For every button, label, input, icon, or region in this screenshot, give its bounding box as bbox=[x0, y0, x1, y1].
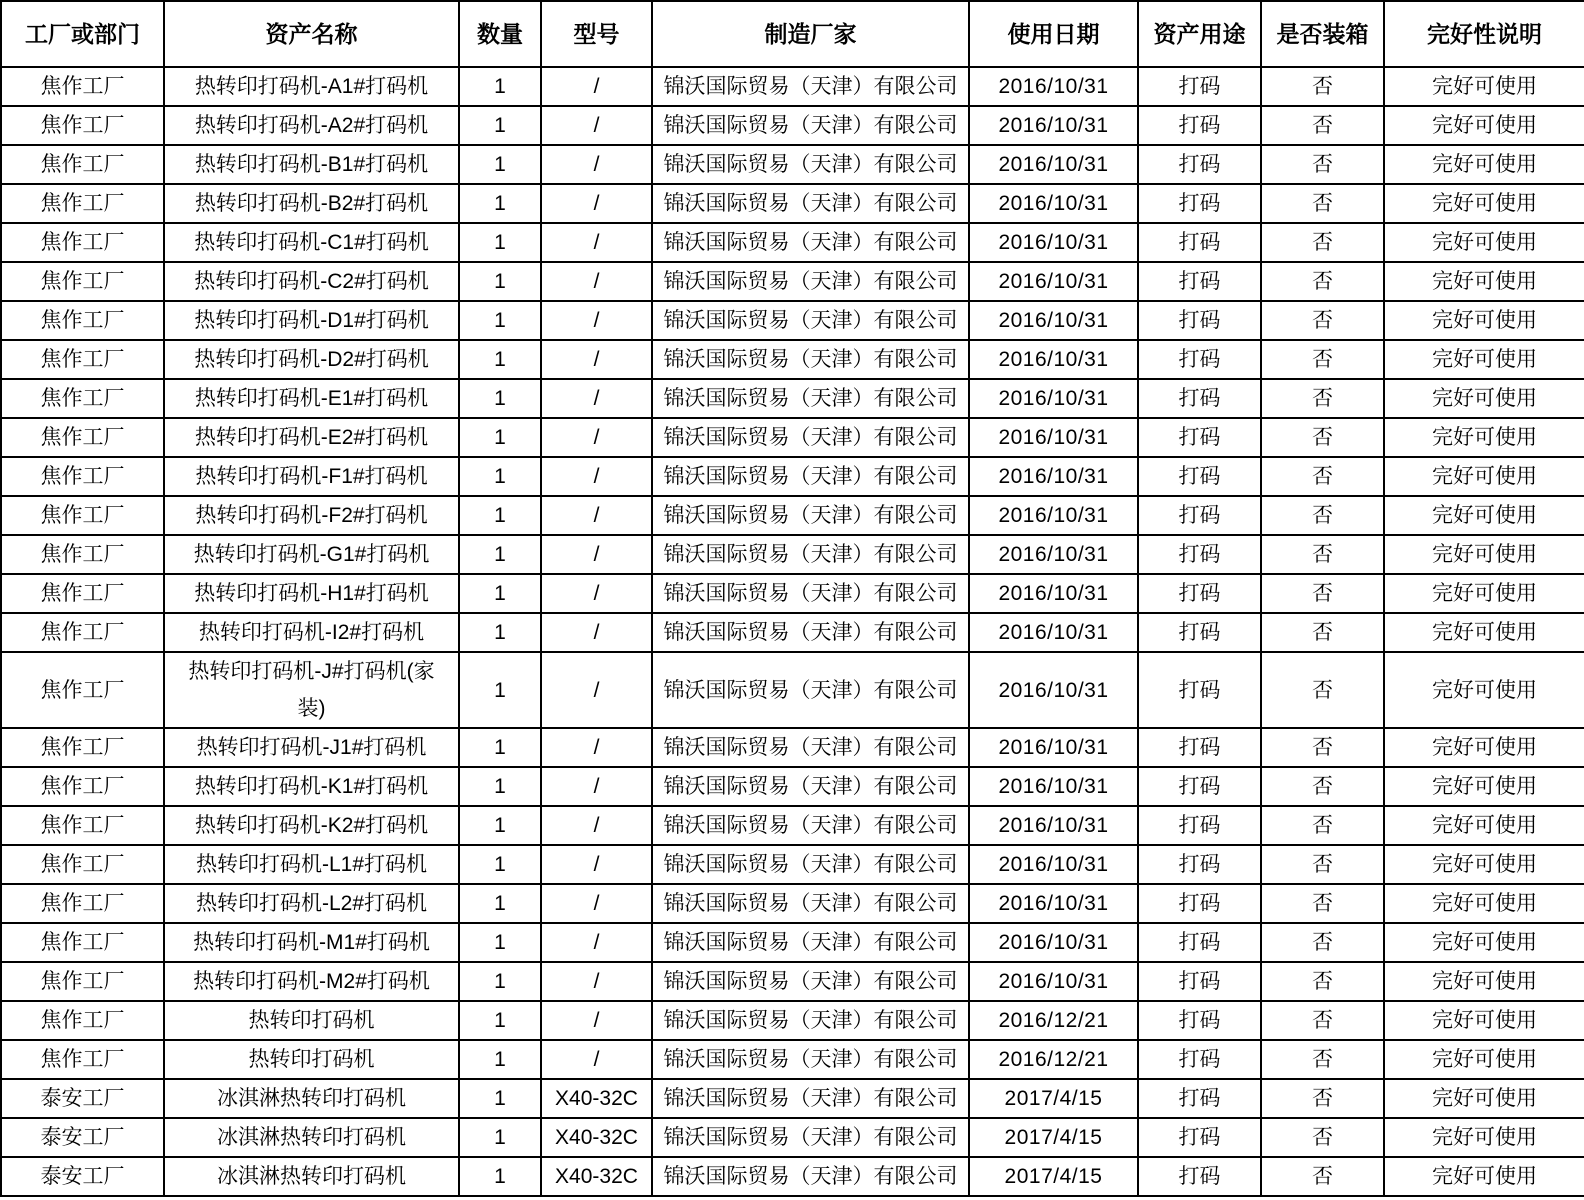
table-row bbox=[1, 884, 1584, 923]
cell-quantity: 1 bbox=[459, 145, 541, 184]
cell-manufacturer: 锦沃国际贸易（天津）有限公司 bbox=[652, 184, 969, 223]
cell-manufacturer: 锦沃国际贸易（天津）有限公司 bbox=[652, 1040, 969, 1079]
table-row bbox=[1, 418, 1584, 457]
cell-boxed: 否 bbox=[1261, 884, 1384, 923]
cell-model: / bbox=[541, 535, 652, 574]
cell-asset-name: 热转印打码机 bbox=[164, 1040, 459, 1079]
cell-boxed: 否 bbox=[1261, 1157, 1384, 1196]
cell-boxed: 否 bbox=[1261, 574, 1384, 613]
cell-manufacturer: 锦沃国际贸易（天津）有限公司 bbox=[652, 845, 969, 884]
cell-boxed: 否 bbox=[1261, 379, 1384, 418]
cell-purpose: 打码 bbox=[1138, 145, 1261, 184]
table-row bbox=[1, 301, 1584, 340]
cell-use-date: 2016/10/31 bbox=[969, 457, 1138, 496]
cell-purpose: 打码 bbox=[1138, 262, 1261, 301]
cell-manufacturer: 锦沃国际贸易（天津）有限公司 bbox=[652, 806, 969, 845]
cell-purpose: 打码 bbox=[1138, 1079, 1261, 1118]
cell-asset-name: 热转印打码机-E2#打码机 bbox=[164, 418, 459, 457]
cell-quantity: 1 bbox=[459, 535, 541, 574]
cell-boxed: 否 bbox=[1261, 535, 1384, 574]
cell-asset-name: 热转印打码机-L1#打码机 bbox=[164, 845, 459, 884]
cell-model: / bbox=[541, 223, 652, 262]
cell-condition: 完好可使用 bbox=[1384, 262, 1584, 301]
cell-factory: 焦作工厂 bbox=[1, 262, 164, 301]
cell-asset-name: 热转印打码机 bbox=[164, 1001, 459, 1040]
cell-model: / bbox=[541, 184, 652, 223]
cell-boxed: 否 bbox=[1261, 496, 1384, 535]
cell-manufacturer: 锦沃国际贸易（天津）有限公司 bbox=[652, 923, 969, 962]
cell-factory: 焦作工厂 bbox=[1, 574, 164, 613]
cell-quantity: 1 bbox=[459, 457, 541, 496]
cell-condition: 完好可使用 bbox=[1384, 923, 1584, 962]
table-row bbox=[1, 223, 1584, 262]
cell-manufacturer: 锦沃国际贸易（天津）有限公司 bbox=[652, 301, 969, 340]
cell-factory: 焦作工厂 bbox=[1, 728, 164, 767]
table-row bbox=[1, 535, 1584, 574]
cell-manufacturer: 锦沃国际贸易（天津）有限公司 bbox=[652, 457, 969, 496]
cell-manufacturer: 锦沃国际贸易（天津）有限公司 bbox=[652, 145, 969, 184]
cell-model: / bbox=[541, 767, 652, 806]
table-row bbox=[1, 613, 1584, 652]
cell-boxed: 否 bbox=[1261, 1001, 1384, 1040]
cell-use-date: 2016/10/31 bbox=[969, 613, 1138, 652]
cell-use-date: 2016/10/31 bbox=[969, 223, 1138, 262]
cell-factory: 泰安工厂 bbox=[1, 1118, 164, 1157]
cell-factory: 泰安工厂 bbox=[1, 1079, 164, 1118]
cell-asset-name: 热转印打码机-K1#打码机 bbox=[164, 767, 459, 806]
cell-purpose: 打码 bbox=[1138, 106, 1261, 145]
cell-use-date: 2016/10/31 bbox=[969, 962, 1138, 1001]
column-header-asset-name: 资产名称 bbox=[164, 1, 459, 67]
cell-manufacturer: 锦沃国际贸易（天津）有限公司 bbox=[652, 1118, 969, 1157]
cell-boxed: 否 bbox=[1261, 457, 1384, 496]
cell-condition: 完好可使用 bbox=[1384, 301, 1584, 340]
cell-model: / bbox=[541, 728, 652, 767]
cell-factory: 焦作工厂 bbox=[1, 223, 164, 262]
cell-use-date: 2016/10/31 bbox=[969, 535, 1138, 574]
cell-purpose: 打码 bbox=[1138, 845, 1261, 884]
cell-use-date: 2016/12/21 bbox=[969, 1001, 1138, 1040]
cell-boxed: 否 bbox=[1261, 262, 1384, 301]
cell-boxed: 否 bbox=[1261, 923, 1384, 962]
cell-quantity: 1 bbox=[459, 884, 541, 923]
cell-quantity: 1 bbox=[459, 1079, 541, 1118]
cell-condition: 完好可使用 bbox=[1384, 1001, 1584, 1040]
cell-manufacturer: 锦沃国际贸易（天津）有限公司 bbox=[652, 884, 969, 923]
cell-use-date: 2016/10/31 bbox=[969, 496, 1138, 535]
cell-use-date: 2016/10/31 bbox=[969, 884, 1138, 923]
cell-asset-name: 热转印打码机-G1#打码机 bbox=[164, 535, 459, 574]
cell-purpose: 打码 bbox=[1138, 457, 1261, 496]
column-header-factory: 工厂或部门 bbox=[1, 1, 164, 67]
cell-model: / bbox=[541, 652, 652, 728]
cell-manufacturer: 锦沃国际贸易（天津）有限公司 bbox=[652, 340, 969, 379]
cell-condition: 完好可使用 bbox=[1384, 340, 1584, 379]
cell-boxed: 否 bbox=[1261, 767, 1384, 806]
table-row bbox=[1, 845, 1584, 884]
cell-purpose: 打码 bbox=[1138, 67, 1261, 106]
cell-manufacturer: 锦沃国际贸易（天津）有限公司 bbox=[652, 728, 969, 767]
cell-quantity: 1 bbox=[459, 806, 541, 845]
cell-condition: 完好可使用 bbox=[1384, 613, 1584, 652]
cell-model: / bbox=[541, 806, 652, 845]
table-row bbox=[1, 496, 1584, 535]
cell-boxed: 否 bbox=[1261, 652, 1384, 728]
cell-model: / bbox=[541, 923, 652, 962]
cell-factory: 焦作工厂 bbox=[1, 613, 164, 652]
cell-model: / bbox=[541, 262, 652, 301]
table-row bbox=[1, 1079, 1584, 1118]
cell-quantity: 1 bbox=[459, 767, 541, 806]
cell-asset-name: 热转印打码机-D2#打码机 bbox=[164, 340, 459, 379]
cell-boxed: 否 bbox=[1261, 145, 1384, 184]
cell-condition: 完好可使用 bbox=[1384, 379, 1584, 418]
cell-asset-name: 热转印打码机-A1#打码机 bbox=[164, 67, 459, 106]
cell-asset-name: 热转印打码机-C1#打码机 bbox=[164, 223, 459, 262]
cell-asset-name: 冰淇淋热转印打码机 bbox=[164, 1079, 459, 1118]
cell-asset-name: 热转印打码机-F2#打码机 bbox=[164, 496, 459, 535]
cell-model: / bbox=[541, 457, 652, 496]
cell-manufacturer: 锦沃国际贸易（天津）有限公司 bbox=[652, 67, 969, 106]
cell-use-date: 2016/10/31 bbox=[969, 379, 1138, 418]
column-header-purpose: 资产用途 bbox=[1138, 1, 1261, 67]
cell-factory: 焦作工厂 bbox=[1, 457, 164, 496]
cell-condition: 完好可使用 bbox=[1384, 496, 1584, 535]
cell-purpose: 打码 bbox=[1138, 1157, 1261, 1196]
cell-manufacturer: 锦沃国际贸易（天津）有限公司 bbox=[652, 496, 969, 535]
cell-purpose: 打码 bbox=[1138, 535, 1261, 574]
cell-model: / bbox=[541, 613, 652, 652]
column-header-condition: 完好性说明 bbox=[1384, 1, 1584, 67]
cell-boxed: 否 bbox=[1261, 728, 1384, 767]
cell-purpose: 打码 bbox=[1138, 613, 1261, 652]
cell-manufacturer: 锦沃国际贸易（天津）有限公司 bbox=[652, 418, 969, 457]
cell-condition: 完好可使用 bbox=[1384, 418, 1584, 457]
table-row bbox=[1, 67, 1584, 106]
cell-manufacturer: 锦沃国际贸易（天津）有限公司 bbox=[652, 535, 969, 574]
cell-quantity: 1 bbox=[459, 923, 541, 962]
cell-asset-name: 热转印打码机-M2#打码机 bbox=[164, 962, 459, 1001]
cell-model: / bbox=[541, 145, 652, 184]
cell-condition: 完好可使用 bbox=[1384, 845, 1584, 884]
cell-boxed: 否 bbox=[1261, 223, 1384, 262]
cell-quantity: 1 bbox=[459, 301, 541, 340]
cell-boxed: 否 bbox=[1261, 962, 1384, 1001]
cell-condition: 完好可使用 bbox=[1384, 806, 1584, 845]
cell-quantity: 1 bbox=[459, 67, 541, 106]
table-row bbox=[1, 1001, 1584, 1040]
cell-condition: 完好可使用 bbox=[1384, 652, 1584, 728]
cell-factory: 焦作工厂 bbox=[1, 1040, 164, 1079]
cell-manufacturer: 锦沃国际贸易（天津）有限公司 bbox=[652, 574, 969, 613]
cell-asset-name: 热转印打码机-E1#打码机 bbox=[164, 379, 459, 418]
cell-purpose: 打码 bbox=[1138, 1001, 1261, 1040]
cell-purpose: 打码 bbox=[1138, 574, 1261, 613]
cell-manufacturer: 锦沃国际贸易（天津）有限公司 bbox=[652, 262, 969, 301]
cell-use-date: 2016/10/31 bbox=[969, 923, 1138, 962]
cell-asset-name: 热转印打码机-B1#打码机 bbox=[164, 145, 459, 184]
cell-factory: 焦作工厂 bbox=[1, 1001, 164, 1040]
cell-purpose: 打码 bbox=[1138, 496, 1261, 535]
column-header-quantity: 数量 bbox=[459, 1, 541, 67]
cell-condition: 完好可使用 bbox=[1384, 67, 1584, 106]
cell-manufacturer: 锦沃国际贸易（天津）有限公司 bbox=[652, 1157, 969, 1196]
cell-asset-name: 冰淇淋热转印打码机 bbox=[164, 1118, 459, 1157]
cell-factory: 焦作工厂 bbox=[1, 535, 164, 574]
cell-use-date: 2016/10/31 bbox=[969, 418, 1138, 457]
cell-quantity: 1 bbox=[459, 845, 541, 884]
cell-asset-name: 热转印打码机-C2#打码机 bbox=[164, 262, 459, 301]
cell-manufacturer: 锦沃国际贸易（天津）有限公司 bbox=[652, 962, 969, 1001]
cell-asset-name: 热转印打码机-L2#打码机 bbox=[164, 884, 459, 923]
cell-use-date: 2016/10/31 bbox=[969, 340, 1138, 379]
table-row bbox=[1, 145, 1584, 184]
cell-manufacturer: 锦沃国际贸易（天津）有限公司 bbox=[652, 613, 969, 652]
cell-factory: 焦作工厂 bbox=[1, 962, 164, 1001]
cell-purpose: 打码 bbox=[1138, 923, 1261, 962]
cell-quantity: 1 bbox=[459, 1118, 541, 1157]
cell-factory: 焦作工厂 bbox=[1, 67, 164, 106]
cell-condition: 完好可使用 bbox=[1384, 184, 1584, 223]
cell-model: / bbox=[541, 301, 652, 340]
cell-condition: 完好可使用 bbox=[1384, 457, 1584, 496]
cell-factory: 焦作工厂 bbox=[1, 340, 164, 379]
table-row bbox=[1, 106, 1584, 145]
cell-manufacturer: 锦沃国际贸易（天津）有限公司 bbox=[652, 379, 969, 418]
table-row bbox=[1, 457, 1584, 496]
cell-factory: 焦作工厂 bbox=[1, 106, 164, 145]
cell-asset-name: 热转印打码机-D1#打码机 bbox=[164, 301, 459, 340]
cell-model: X40-32C bbox=[541, 1079, 652, 1118]
cell-quantity: 1 bbox=[459, 1001, 541, 1040]
cell-model: / bbox=[541, 67, 652, 106]
cell-purpose: 打码 bbox=[1138, 184, 1261, 223]
cell-use-date: 2016/12/21 bbox=[969, 1040, 1138, 1079]
cell-model: / bbox=[541, 574, 652, 613]
cell-boxed: 否 bbox=[1261, 613, 1384, 652]
cell-quantity: 1 bbox=[459, 1157, 541, 1196]
cell-model: X40-32C bbox=[541, 1118, 652, 1157]
cell-purpose: 打码 bbox=[1138, 223, 1261, 262]
cell-model: / bbox=[541, 1040, 652, 1079]
cell-factory: 焦作工厂 bbox=[1, 496, 164, 535]
cell-boxed: 否 bbox=[1261, 418, 1384, 457]
cell-manufacturer: 锦沃国际贸易（天津）有限公司 bbox=[652, 1079, 969, 1118]
cell-condition: 完好可使用 bbox=[1384, 1118, 1584, 1157]
cell-purpose: 打码 bbox=[1138, 1040, 1261, 1079]
table-row bbox=[1, 262, 1584, 301]
cell-boxed: 否 bbox=[1261, 845, 1384, 884]
cell-factory: 焦作工厂 bbox=[1, 884, 164, 923]
cell-quantity: 1 bbox=[459, 106, 541, 145]
cell-use-date: 2016/10/31 bbox=[969, 806, 1138, 845]
cell-use-date: 2016/10/31 bbox=[969, 106, 1138, 145]
cell-manufacturer: 锦沃国际贸易（天津）有限公司 bbox=[652, 106, 969, 145]
cell-manufacturer: 锦沃国际贸易（天津）有限公司 bbox=[652, 1001, 969, 1040]
table-row bbox=[1, 806, 1584, 845]
table-row bbox=[1, 767, 1584, 806]
cell-condition: 完好可使用 bbox=[1384, 884, 1584, 923]
cell-quantity: 1 bbox=[459, 652, 541, 728]
cell-factory: 焦作工厂 bbox=[1, 767, 164, 806]
cell-use-date: 2016/10/31 bbox=[969, 574, 1138, 613]
cell-factory: 焦作工厂 bbox=[1, 301, 164, 340]
cell-quantity: 1 bbox=[459, 728, 541, 767]
cell-factory: 焦作工厂 bbox=[1, 184, 164, 223]
cell-condition: 完好可使用 bbox=[1384, 1157, 1584, 1196]
table-row bbox=[1, 923, 1584, 962]
cell-factory: 焦作工厂 bbox=[1, 379, 164, 418]
cell-quantity: 1 bbox=[459, 496, 541, 535]
cell-boxed: 否 bbox=[1261, 184, 1384, 223]
cell-boxed: 否 bbox=[1261, 1079, 1384, 1118]
cell-purpose: 打码 bbox=[1138, 962, 1261, 1001]
cell-condition: 完好可使用 bbox=[1384, 1040, 1584, 1079]
cell-condition: 完好可使用 bbox=[1384, 574, 1584, 613]
table-row bbox=[1, 379, 1584, 418]
cell-condition: 完好可使用 bbox=[1384, 106, 1584, 145]
cell-use-date: 2016/10/31 bbox=[969, 184, 1138, 223]
cell-model: / bbox=[541, 340, 652, 379]
cell-purpose: 打码 bbox=[1138, 340, 1261, 379]
cell-asset-name: 热转印打码机-I2#打码机 bbox=[164, 613, 459, 652]
column-header-use-date: 使用日期 bbox=[969, 1, 1138, 67]
cell-use-date: 2016/10/31 bbox=[969, 845, 1138, 884]
cell-condition: 完好可使用 bbox=[1384, 1079, 1584, 1118]
cell-model: / bbox=[541, 845, 652, 884]
table-row bbox=[1, 728, 1584, 767]
cell-purpose: 打码 bbox=[1138, 379, 1261, 418]
cell-factory: 焦作工厂 bbox=[1, 806, 164, 845]
cell-asset-name: 热转印打码机-J#打码机(家装) bbox=[164, 652, 459, 728]
cell-purpose: 打码 bbox=[1138, 806, 1261, 845]
cell-purpose: 打码 bbox=[1138, 767, 1261, 806]
cell-use-date: 2016/10/31 bbox=[969, 145, 1138, 184]
cell-manufacturer: 锦沃国际贸易（天津）有限公司 bbox=[652, 767, 969, 806]
cell-quantity: 1 bbox=[459, 262, 541, 301]
cell-model: X40-32C bbox=[541, 1157, 652, 1196]
cell-manufacturer: 锦沃国际贸易（天津）有限公司 bbox=[652, 223, 969, 262]
table-row bbox=[1, 574, 1584, 613]
table-row bbox=[1, 184, 1584, 223]
cell-condition: 完好可使用 bbox=[1384, 962, 1584, 1001]
cell-quantity: 1 bbox=[459, 379, 541, 418]
header-row bbox=[1, 1, 1584, 67]
cell-condition: 完好可使用 bbox=[1384, 535, 1584, 574]
cell-model: / bbox=[541, 496, 652, 535]
cell-model: / bbox=[541, 418, 652, 457]
cell-boxed: 否 bbox=[1261, 106, 1384, 145]
cell-boxed: 否 bbox=[1261, 1040, 1384, 1079]
table-row bbox=[1, 340, 1584, 379]
cell-asset-name: 热转印打码机-M1#打码机 bbox=[164, 923, 459, 962]
table-row bbox=[1, 1118, 1584, 1157]
cell-quantity: 1 bbox=[459, 574, 541, 613]
cell-use-date: 2017/4/15 bbox=[969, 1157, 1138, 1196]
cell-condition: 完好可使用 bbox=[1384, 728, 1584, 767]
cell-boxed: 否 bbox=[1261, 67, 1384, 106]
table-row bbox=[1, 962, 1584, 1001]
cell-quantity: 1 bbox=[459, 613, 541, 652]
cell-quantity: 1 bbox=[459, 962, 541, 1001]
cell-asset-name: 冰淇淋热转印打码机 bbox=[164, 1157, 459, 1196]
cell-factory: 泰安工厂 bbox=[1, 1157, 164, 1196]
cell-model: / bbox=[541, 1001, 652, 1040]
cell-boxed: 否 bbox=[1261, 806, 1384, 845]
cell-use-date: 2017/4/15 bbox=[969, 1079, 1138, 1118]
cell-quantity: 1 bbox=[459, 184, 541, 223]
cell-use-date: 2016/10/31 bbox=[969, 301, 1138, 340]
column-header-manufacturer: 制造厂家 bbox=[652, 1, 969, 67]
cell-purpose: 打码 bbox=[1138, 418, 1261, 457]
column-header-model: 型号 bbox=[541, 1, 652, 67]
cell-asset-name: 热转印打码机-K2#打码机 bbox=[164, 806, 459, 845]
cell-model: / bbox=[541, 884, 652, 923]
cell-quantity: 1 bbox=[459, 1040, 541, 1079]
cell-asset-name: 热转印打码机-H1#打码机 bbox=[164, 574, 459, 613]
cell-factory: 焦作工厂 bbox=[1, 845, 164, 884]
cell-use-date: 2016/10/31 bbox=[969, 67, 1138, 106]
cell-purpose: 打码 bbox=[1138, 652, 1261, 728]
cell-purpose: 打码 bbox=[1138, 884, 1261, 923]
cell-use-date: 2016/10/31 bbox=[969, 652, 1138, 728]
cell-asset-name: 热转印打码机-B2#打码机 bbox=[164, 184, 459, 223]
table-row bbox=[1, 1040, 1584, 1079]
column-header-boxed: 是否装箱 bbox=[1261, 1, 1384, 67]
table-body bbox=[1, 67, 1584, 1196]
table-row bbox=[1, 652, 1584, 728]
cell-factory: 焦作工厂 bbox=[1, 145, 164, 184]
cell-purpose: 打码 bbox=[1138, 1118, 1261, 1157]
cell-factory: 焦作工厂 bbox=[1, 652, 164, 728]
cell-model: / bbox=[541, 106, 652, 145]
cell-boxed: 否 bbox=[1261, 1118, 1384, 1157]
cell-asset-name: 热转印打码机-J1#打码机 bbox=[164, 728, 459, 767]
cell-condition: 完好可使用 bbox=[1384, 767, 1584, 806]
cell-purpose: 打码 bbox=[1138, 728, 1261, 767]
table-row bbox=[1, 1157, 1584, 1196]
cell-model: / bbox=[541, 962, 652, 1001]
cell-use-date: 2016/10/31 bbox=[969, 767, 1138, 806]
cell-quantity: 1 bbox=[459, 223, 541, 262]
cell-condition: 完好可使用 bbox=[1384, 145, 1584, 184]
cell-use-date: 2017/4/15 bbox=[969, 1118, 1138, 1157]
cell-purpose: 打码 bbox=[1138, 301, 1261, 340]
cell-factory: 焦作工厂 bbox=[1, 418, 164, 457]
cell-condition: 完好可使用 bbox=[1384, 223, 1584, 262]
cell-use-date: 2016/10/31 bbox=[969, 728, 1138, 767]
cell-asset-name: 热转印打码机-A2#打码机 bbox=[164, 106, 459, 145]
cell-boxed: 否 bbox=[1261, 340, 1384, 379]
cell-boxed: 否 bbox=[1261, 301, 1384, 340]
cell-quantity: 1 bbox=[459, 418, 541, 457]
cell-manufacturer: 锦沃国际贸易（天津）有限公司 bbox=[652, 652, 969, 728]
cell-quantity: 1 bbox=[459, 340, 541, 379]
cell-use-date: 2016/10/31 bbox=[969, 262, 1138, 301]
cell-factory: 焦作工厂 bbox=[1, 923, 164, 962]
cell-asset-name: 热转印打码机-F1#打码机 bbox=[164, 457, 459, 496]
cell-model: / bbox=[541, 379, 652, 418]
